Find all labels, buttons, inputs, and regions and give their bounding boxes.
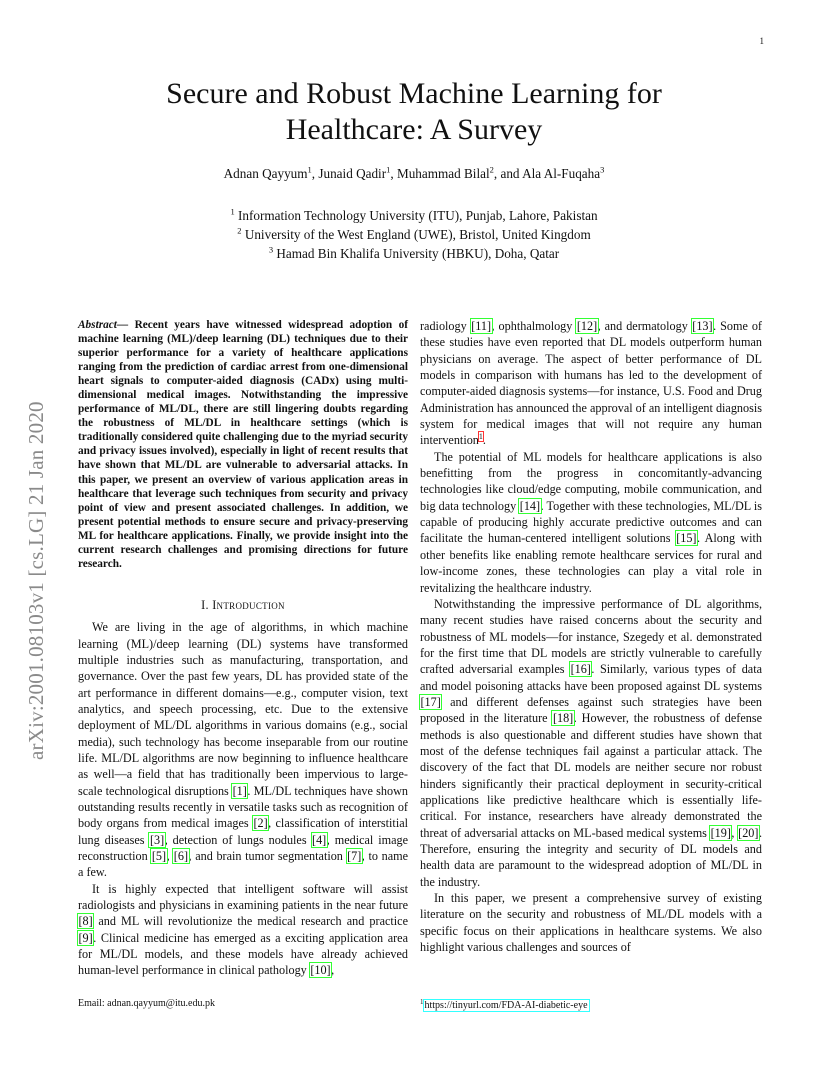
author-name: Junaid Qadir (318, 166, 387, 181)
citation-link[interactable]: [10] (310, 963, 331, 978)
footnote-ref-link[interactable]: 1 (478, 432, 483, 442)
citation-link[interactable]: [14] (519, 498, 541, 513)
author-affiliation-mark: 3 (600, 164, 605, 175)
citation-link[interactable]: [11] (471, 319, 492, 333)
citation-link[interactable]: [5] (151, 849, 167, 863)
citation-link[interactable]: [7] (347, 849, 362, 863)
affiliation-number: 2 (237, 225, 242, 236)
author-list: Adnan Qayyum$^1$, Junaid Qadir$^1$, Muhammad Bilal$^2$, and Ala Al-Fuqaha$^3$ (223, 164, 605, 181)
affiliation-line (80, 244, 748, 263)
abstract-lead: Abstract (78, 319, 117, 331)
author-name: Muhammad Bilal (396, 166, 490, 181)
citation-link[interactable]: [4] (312, 832, 327, 847)
body-paragraph: The potential of ML models for healthcare applications is also benefitting from the progress in concomitantly-advancing technologies like cloud/edge computing, mobile communication, and big data technology [14]. Together with these technologies, ML/DL is capable of producing highly accurate predictive outcomes and can facilitate the human-centered intelligent solutions [15]. Along with other benefits like enabling remote healthcare services for rural and low-income zones, these technologies can play a vital role in revitalizing the healthcare industry. (420, 449, 763, 595)
right-body (420, 318, 762, 955)
affiliation-line (80, 206, 748, 225)
affiliation-text: Information Technology University (ITU), Punjab, Lahore, Pakistan (234, 208, 598, 223)
body-paragraph: radiology [11], ophthalmology [12], and dermatology [13]. Some of these studies have even reported that DL models outperform human physicians on average. The aspect of better performance of DL models in comparison with humans has led to the development of computer-aided diagnosis systems—for instance, U.S. Food and Drug Administration has announced the approval of an intelligent diagnosis system for medical images that will not require any human intervention$^1$. (420, 319, 762, 448)
paper-title: Secure and Robust Machine Learning for Healthcare: A Survey (166, 77, 662, 146)
body-paragraph: In this paper, we present a comprehensive survey of existing literature on the security and robustness of ML/DL models with a specific focus on their applications in healthcare systems. We also highlight various challenges and sources of (420, 891, 762, 955)
citation-link[interactable]: [19] (710, 825, 731, 840)
affiliation-text: Hamad Bin Khalifa University (HBKU), Doha, Qatar (273, 246, 560, 261)
footnote (420, 998, 589, 1011)
abstract: Abstract— Recent years have witnessed widespread adoption of machine learning (ML)/deep learning (DL) techniques due to their superior performance for a variety of healthcare applications ranging from the prediction of cardiac arrest from one-dimensional heart signals to computer-aided diagnosis (CADx) using multi-dimensional medical images. Notwithstanding the impressive performance of ML/DL, there are still lingering doubts regarding the robustness of ML/DL in healthcare settings (which is traditionally considered quite challenging due to the myriad security and privacy issues involved), especially in light of recent results that have shown that ML/DL are vulnerable to adversarial attacks. In this paper, we present an overview of various application areas in healthcare that leverage such techniques from security and privacy point of view and present associated challenges. In addition, we present potential methods to ensure secure and privacy-preserving ML for healthcare applications. Finally, we provide insight into the current research challenges and promising directions for future research. (78, 319, 409, 570)
citation-link[interactable]: [13] (692, 319, 713, 333)
author-affiliation-mark: 1 (386, 164, 391, 175)
citation-link[interactable]: [1] (232, 783, 247, 798)
author-affiliation-mark: 2 (489, 164, 494, 175)
citation-link[interactable]: [17] (420, 694, 441, 709)
section-heading-introduction: I. Introduction (201, 597, 285, 612)
citation-link[interactable]: [3] (149, 832, 165, 847)
left-column (78, 318, 408, 979)
citation-link[interactable]: [2] (253, 816, 268, 831)
citation-link[interactable]: [6] (173, 849, 189, 863)
citation-link[interactable]: [8] (78, 914, 93, 929)
body-paragraph: We are living in the age of algorithms, in which machine learning (ML)/deep learning (DL) systems have transformed multiple industries such as manufacturing, transportation, and governance. Over the past few years, DL has provided state of the art performance in different domains—e.g., computer vision, text analytics, and speech processing, etc. Due to the extensive deployment of ML/DL algorithms in various domains (e.g., social media), such technology has become inseparable from our routine life. ML/DL algorithms are now beginning to influence healthcare as well—a field that has traditionally been impervious to large-scale technological disruptions [1]. ML/DL techniques have shown outstanding results recently in versatile tasks such as recognition of body organs from medical images [2], classification of interstitial lung diseases [3], detection of lungs nodules [4], medical image reconstruction [5], [6], and brain tumor segmentation [7], to name a few. (78, 620, 409, 880)
right-column (420, 318, 762, 955)
footer-email: Email: adnan.qayyum@itu.edu.pk (78, 998, 215, 1009)
affiliation-text: University of the West England (UWE), Bristol, United Kingdom (241, 227, 591, 242)
citation-link[interactable]: [16] (570, 662, 591, 677)
author-name: Ala Al-Fuqaha (522, 166, 601, 181)
footnote-link[interactable]: https://tinyurl.com/FDA-AI-diabetic-eye (424, 1000, 588, 1012)
citation-link[interactable]: [9] (78, 930, 93, 945)
affiliation-number: 1 (230, 206, 235, 217)
affiliation-line (80, 225, 748, 244)
page-number: 1 (759, 36, 764, 46)
citation-link[interactable]: [20] (738, 825, 759, 840)
citation-link[interactable]: [12] (576, 319, 598, 333)
footnote-number: 1 (420, 998, 424, 1006)
citation-link[interactable]: [15] (676, 531, 697, 546)
arxiv-stamp-text: arXiv:2001.08103v1 [cs.LG] 21 Jan 2020 (24, 401, 48, 760)
arxiv-stamp (24, 290, 50, 760)
citation-link[interactable]: [18] (552, 711, 574, 726)
affiliation-number: 3 (268, 244, 274, 255)
author-name: Adnan Qayyum (223, 166, 308, 181)
body-paragraph: Notwithstanding the impressive performance of DL algorithms, many recent studies have raised concerns about the security and robustness of ML models—for instance, Szegedy et al. demonstrated for the first time that DL models are strictly vulnerable to carefully crafted adversarial examples [16]. Similarly, various types of data and model poisoning attacks have been proposed against DL systems [17] and different defenses against such strategies have been proposed in the literature [18]. However, the robustness of defense methods is also questionable and different studies have shown that most of the defense techniques fail against a particular attack. The discovery of the fact that DL models are neither secure nor robust hinders significantly their practical deployment in security-critical applications like predictive healthcare which is essentially life-critical. For instance, researchers have already demonstrated the threat of adversarial attacks on ML-based medical systems [19], [20]. Therefore, ensuring the integrity and security of DL models and health data are paramount to the widespread adoption of ML/DL in the industry. (420, 596, 763, 889)
left-body (78, 619, 408, 979)
affiliation-list (80, 206, 748, 263)
author-affiliation-mark: 1 (307, 164, 312, 175)
body-paragraph: It is highly expected that intelligent software will assist radiologists and physicians in examining patients in the near future [8] and ML will revolutionize the medical research and practice [9]. Clinical medicine has emerged as a exciting application area for ML/DL models, and these models have already achieved human-level performance in clinical pathology [10], (78, 881, 408, 978)
abstract-text: Recent years have witnessed widespread adoption of machine learning (ML)/deep learning (DL) techniques due to their superior performance for a variety of healthcare applications ranging from the prediction of cardiac arrest from one-dimensional heart signals to computer-aided diagnosis (CADx) using multi-dimensional medical images. Notwithstanding the impressive performance of ML/DL, there are still lingering doubts regarding the robustness of ML/DL in healthcare settings (which is traditionally considered quite challenging due to the myriad security and privacy issues involved), especially in light of recent results that have shown that ML/DL are vulnerable to adversarial attacks. In this paper, we present an overview of various application areas in healthcare that leverage such techniques from security and privacy point of view and present associated challenges. In addition, we present potential methods to ensure secure and privacy-preserving ML for healthcare applications. Finally, we provide insight into the current research challenges and promising directions for future research. (78, 319, 409, 570)
